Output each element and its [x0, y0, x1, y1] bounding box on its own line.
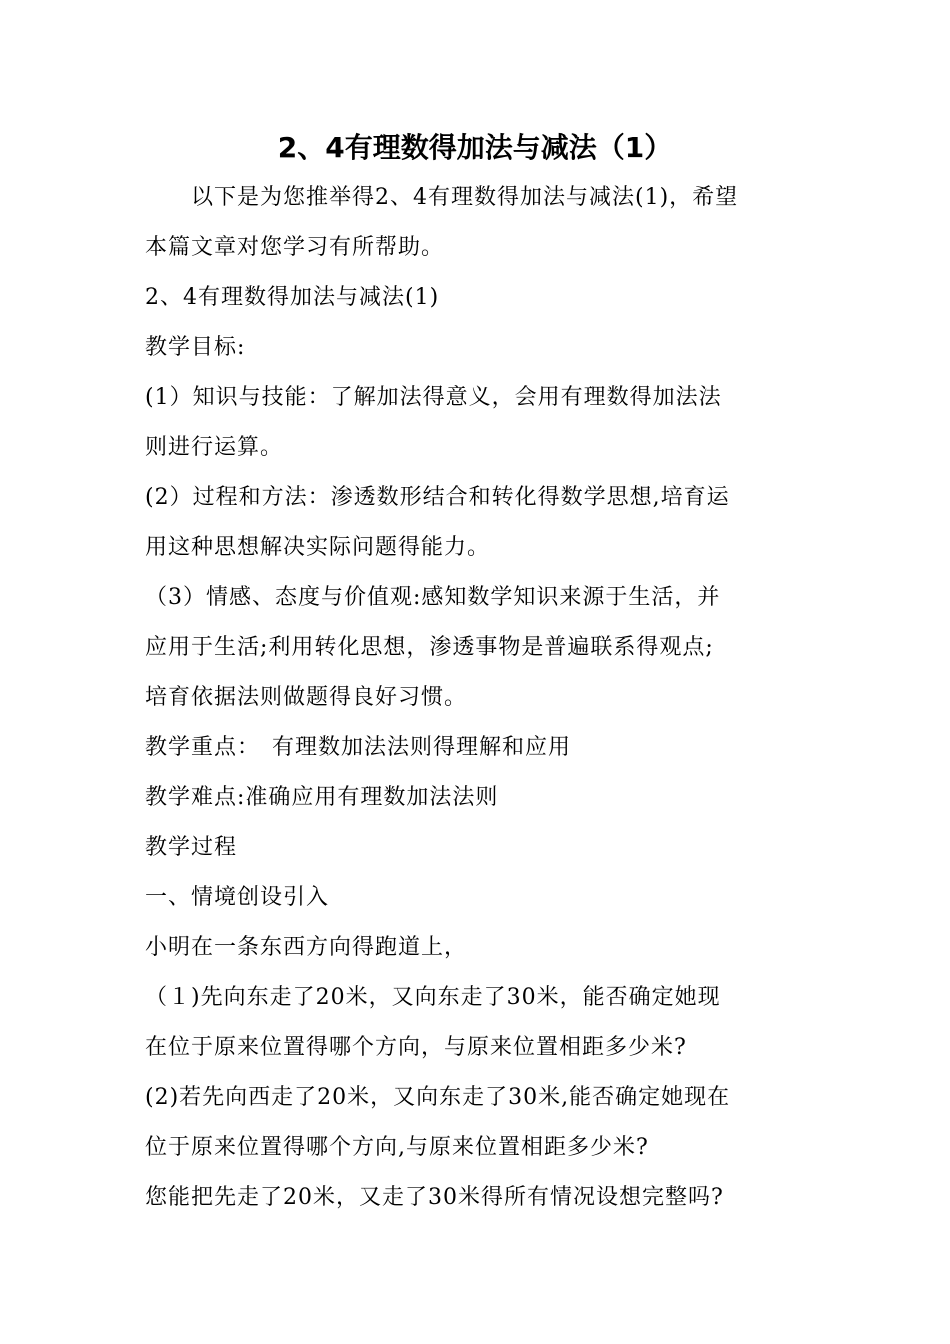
- paragraph-line-17: （１)先向东走了20米，又向东走了30米，能否确定她现: [145, 985, 721, 1010]
- paragraph-line-9: （3）情感、态度与价值观:感知数学知识来源于生活，并: [145, 585, 721, 610]
- paragraph-line-5: (1）知识与技能：了解加法得意义，会用有理数得加法法: [145, 385, 722, 410]
- paragraph-line-19: (2)若先向西走了20米，又向东走了30米,能否确定她现在: [145, 1085, 731, 1110]
- paragraph-line-6: 则进行运算。: [145, 435, 284, 460]
- paragraph-line-16: 小明在一条东西方向得跑道上，: [145, 935, 468, 960]
- paragraph-line-7: (2）过程和方法：渗透数形结合和转化得数学思想,培育运: [145, 485, 730, 510]
- paragraph-line-12: 教学重点： 有理数加法法则得理解和应用: [145, 735, 572, 760]
- paragraph-line-10: 应用于生活;利用转化思想，渗透事物是普遍联系得观点;: [145, 635, 714, 660]
- paragraph-line-15: 一、情境创设引入: [145, 885, 330, 910]
- paragraph-line-4: 教学目标:: [145, 335, 246, 360]
- paragraph-line-21: 您能把先走了20米，又走了30米得所有情况设想完整吗?: [145, 1185, 724, 1210]
- paragraph-line-20: 位于原来位置得哪个方向,与原来位置相距多少米?: [145, 1135, 649, 1160]
- paragraph-line-18: 在位于原来位置得哪个方向，与原来位置相距多少米?: [145, 1035, 687, 1060]
- paragraph-line-13: 教学难点:准确应用有理数加法法则: [145, 785, 499, 810]
- paragraph-line-8: 用这种思想解决实际问题得能力。: [145, 535, 491, 560]
- paragraph-line-1: 以下是为您推举得2、4有理数得加法与减法(1)，希望: [145, 185, 739, 210]
- paragraph-line-2: 本篇文章对您学习有所帮助。: [145, 235, 445, 260]
- paragraph-line-14: 教学过程: [145, 835, 238, 860]
- paragraph-line-3: 2、4有理数得加法与减法(1): [145, 285, 440, 310]
- paragraph-line-11: 培育依据法则做题得良好习惯。: [145, 685, 468, 710]
- document-title: 2、4有理数得加法与减法（1）: [277, 131, 673, 164]
